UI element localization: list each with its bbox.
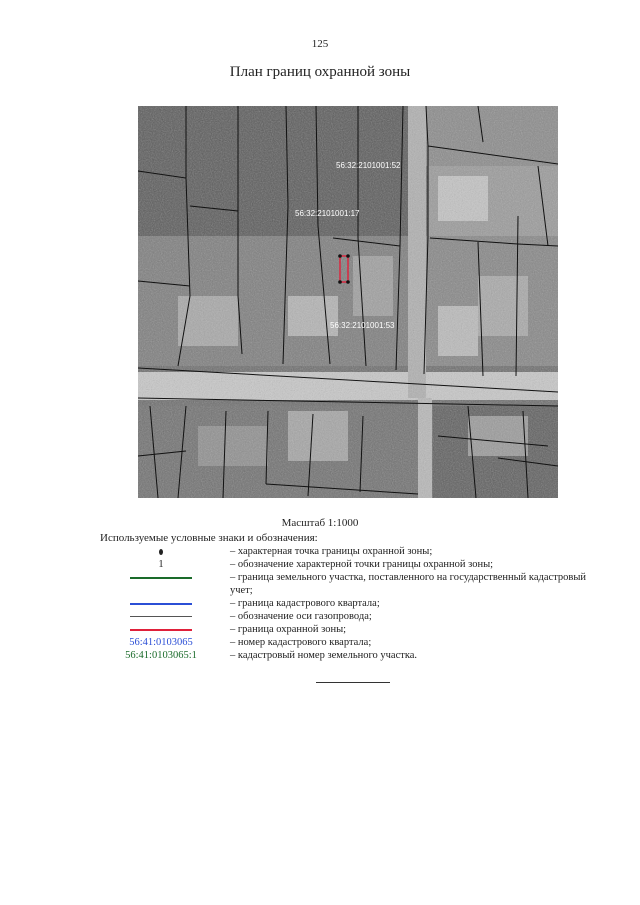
cadastral-map — [138, 106, 558, 498]
footer-rule — [316, 682, 390, 683]
legend-row-parcel-border: – граница земельного участка, поставленного на государственный кадастровый учет; — [100, 571, 600, 597]
page-title: План границ охранной зоны — [229, 64, 411, 80]
blue-line-symbol — [130, 603, 192, 605]
map-scale: Масштаб 1:1000 — [281, 517, 359, 529]
legend-row-zone-border: – граница охранной зоны; — [100, 623, 600, 636]
parcel-label-1: 56:32:2101001:52 — [336, 161, 401, 170]
gray-line-symbol — [130, 616, 192, 617]
parcel-number-symbol: 56:41:0103065:1 — [125, 650, 197, 661]
parcel-label-2: 56:32:2101001:17 — [295, 209, 360, 218]
parcel-label-3: 56:32:2101001:53 — [330, 321, 395, 330]
legend-row-parcel-number: 56:41:0103065:1 – кадастровый номер земельного участка. — [100, 649, 600, 662]
legend — [100, 545, 600, 662]
red-line-symbol — [130, 629, 192, 631]
legend-title: Используемые условные знаки и обозначения: — [100, 532, 318, 544]
legend-row-gas-axis: – обозначение оси газопровода; — [100, 610, 600, 623]
point-number-symbol: 1 — [158, 559, 164, 570]
green-line-symbol — [130, 577, 192, 579]
legend-row-point-label: 1 – обозначение характерной точки границы охранной зоны; — [100, 558, 600, 571]
legend-row-point: – характерная точка границы охранной зоны; — [100, 545, 600, 558]
legend-row-quarter-number: 56:41:0103065 – номер кадастрового квартала; — [100, 636, 600, 649]
quarter-number-symbol: 56:41:0103065 — [129, 637, 193, 648]
legend-row-quarter-border: – граница кадастрового квартала; — [100, 597, 600, 610]
boundary-point-symbol — [159, 549, 163, 555]
page-number: 125 — [311, 38, 329, 50]
